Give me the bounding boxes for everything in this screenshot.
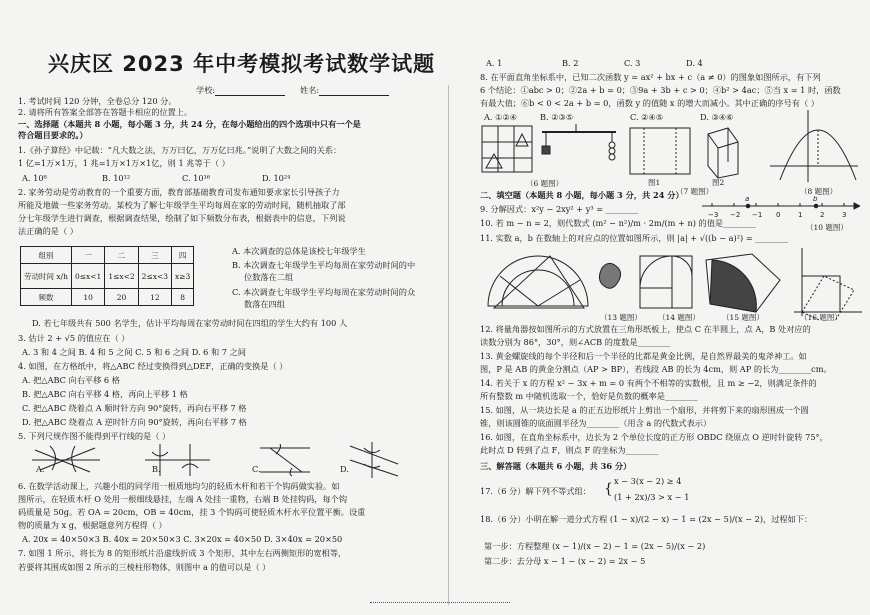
- q5-label-b: B.: [152, 464, 161, 474]
- q7-line-2: 若要将其围成如图 2 所示的三棱柱形物体，则图中 a 的值可以是（ ）: [18, 562, 271, 572]
- table-cell: 组别: [21, 247, 72, 264]
- table-row: [21, 247, 194, 264]
- note-1: 1. 考试时间 120 分钟，全卷总分 120 分。: [18, 96, 177, 106]
- note-2: 2. 请将所有答案全部答在答题卡相应的位置上。: [18, 107, 193, 117]
- fig8-caption: （8 题图）: [800, 187, 838, 196]
- tick-label: −1: [752, 211, 763, 219]
- tick-label: −3: [708, 211, 719, 219]
- q12-line-1: 12. 将量角器按如图所示的方式放置在三角形纸板上，使点 C 在半圆上，点 A，B 处对应的: [480, 324, 811, 334]
- table-cell: x≥3: [172, 264, 194, 289]
- q1-line-1: 1.《孙子算经》中记载：“凡大数之法，万万曰亿，万万亿曰兆。”说明了大数之间的关系：: [18, 145, 342, 155]
- q2-line-1: 2. 家务劳动是劳动教育的一个重要方面，教育部基础教育司发布通知要求家长引导孩子力: [18, 187, 340, 197]
- fig13-caption: （13 题图）: [600, 313, 642, 322]
- q5-label-c: C.: [252, 464, 261, 474]
- q4-option-d: D. 把△ABC 绕着点 A 逆时针方向 90°旋转，再向右平移 7 格: [22, 417, 247, 427]
- section-2-heading: 二、填空题（本题共 8 小题，每小题 3 分，共 24 分）: [480, 190, 684, 200]
- q16-line-1: 16. 如图，在直角坐标系中，边长为 2 个单位长度的正方形 OBDC 绕原点 O 逆时针旋转 75°，: [480, 432, 828, 442]
- fig10-caption: （10 题图）: [806, 223, 848, 232]
- q7-prism-figure: [628, 122, 750, 180]
- q12-line-2: 读数分别为 86°，30°，则∠ACB 的度数是________: [480, 337, 671, 347]
- q1-option-d: D. 10²⁴: [262, 173, 291, 183]
- table-cell: 劳动时间 x/h: [21, 264, 72, 289]
- fig14-caption: （14 题图）: [658, 313, 700, 322]
- fig7-label-2: 图2: [712, 178, 725, 187]
- q1-option-c: C. 10¹⁶: [182, 173, 211, 183]
- q5-label-d: D.: [340, 464, 349, 474]
- q16-line-2: 此时点 D 转到了点 F，则点 F 的坐标为________: [480, 445, 659, 455]
- tick-label: −2: [730, 211, 741, 219]
- table-cell: 1≤x<2: [105, 264, 138, 289]
- table-cell: 12: [138, 289, 171, 306]
- q2-line-3: 分七年级学生进行调查，根据调查结果，绘制了如下频数分布表，根据表中的信息，下列说: [18, 213, 346, 223]
- q15-line-1: 15. 如图，从一块边长是 a 的正五边形纸片上剪出一个扇形，并将剪下来的扇形围成一个圆: [480, 405, 809, 415]
- table-row: [21, 289, 194, 306]
- q17-stem: 17.（6 分）解下列不等式组：: [480, 486, 591, 496]
- q6-lever-figure: [480, 124, 620, 176]
- q17-ineq-1: x − 3(x − 2) ≥ 4: [614, 476, 682, 486]
- q2-option-d: D. 若七年级共有 500 名学生，估计平均每周在家劳动时间在四组的学生大约有 100 人: [32, 318, 348, 328]
- tick-label: 2: [820, 211, 825, 219]
- q4-option-a: A. 把△ABC 向右平移 6 格: [22, 375, 120, 385]
- q18-stem: 18.（6 分）小明在解一道分式方程 (1 − x)/(2 − x) − 1 = (2x − 5)/(x − 2)，过程如下：: [480, 514, 813, 524]
- q8-option-c: C. ②④⑤: [630, 112, 664, 122]
- q3-stem: 3. 估计 2 + √5 的值应在（ ）: [18, 333, 130, 343]
- q17-brace: {: [604, 481, 613, 497]
- q6-line-4: 物的质量为 x g，根据题意列方程得（ ）: [18, 520, 167, 530]
- q2-option-b: B. 本次调查七年级学生平均每周在家劳动时间的中: [232, 260, 416, 270]
- q11: 11. 实数 a，b 在数轴上的对应点的位置如图所示，则 |a| + √((b − a)²) = ________: [480, 233, 789, 243]
- q5-label-a: A.: [36, 464, 45, 474]
- q2-option-a: A. 本次调查的总体是该校七年级学生: [232, 246, 366, 256]
- table-cell: 四: [172, 247, 194, 264]
- q13-line-2: 图，P 是 AB 的黄金分割点（AP > BP），若线段 AB 的长为 4cm，则 AP 的长为________cm。: [480, 364, 832, 374]
- q5-stem: 5. 下列尺规作图不能得到平行线的是（ ）: [18, 431, 171, 441]
- table-cell: 三: [138, 247, 171, 264]
- q7-line-1: 7. 如图 1 所示，将长为 8 的矩形纸片沿虚线折成 3 个矩形，其中左右两侧矩形的宽相等，: [18, 548, 347, 558]
- q15-line-2: 锥，则该圆锥的底面圆半径为________（用含 a 的代数式表示）: [480, 418, 712, 428]
- q13-line-1: 13. 黄金螺旋线的每个半径和后一个半径的比都是黄金比例，是自然界最美的鬼斧神工。如: [480, 351, 807, 361]
- point-label-a: a: [745, 196, 750, 203]
- table-cell: 2≤x<3: [138, 264, 171, 289]
- q4-option-b: B. 把△ABC 向右平移 4 格，再向上平移 1 格: [22, 389, 188, 399]
- name-field[interactable]: 姓名:: [300, 85, 389, 96]
- q10-number-line: [700, 196, 860, 220]
- q4-stem: 4. 如图，在方格纸中，将△ABC 经过变换得到△DEF，正确的变换是（ ）: [18, 361, 288, 371]
- q2-option-c-cont: 数落在四组: [244, 299, 285, 309]
- q8-option-a: A. ①②④: [484, 112, 518, 122]
- q2-option-b-cont: 位数落在二组: [244, 272, 294, 282]
- fig6-caption: （6 题图）: [526, 179, 564, 188]
- q6-line-3: 码质量是 50g。若 OA = 20cm，OB = 40cm，挂 3 个钩码可使轻质木杆水平位置平衡。设重: [18, 507, 366, 517]
- exam-title: 兴庆区 2023 年中考模拟考试数学试题: [48, 52, 436, 76]
- section-1-heading-b: 符合题目要求的。）: [18, 130, 88, 140]
- q14-line-2: 所有整数 m 中随机选取一个，恰好是负数的概率是________: [480, 391, 698, 401]
- q8-line-3: 有最大值；⑥b < 0 < 2a + b = 0，函数 y 的值随 x 的增大而减小。其中正确的序号有（ ）: [480, 98, 819, 108]
- fig16-caption: （16 题图）: [800, 313, 842, 322]
- table-cell: 20: [105, 289, 138, 306]
- q18-step-2: 第二步：去分母 x − 1 − (x − 2) = 2x − 5: [484, 556, 646, 566]
- fig7-label-1: 图1: [648, 178, 661, 187]
- q8-parabola-figure: [770, 110, 860, 182]
- q2-option-c: C. 本次调查七年级学生平均每周在家劳动时间的众: [232, 287, 416, 297]
- tick-label: 1: [798, 211, 803, 219]
- q14-line-1: 14. 若关于 x 的方程 x² − 3x + m = 0 有两个不相等的实数根，且 m ≥ −2，则满足条件的: [480, 378, 817, 388]
- q1-option-a: A. 10⁸: [22, 173, 47, 183]
- table-cell: 0≤x<1: [71, 264, 104, 289]
- q12-16-figures: [480, 246, 865, 320]
- q2-line-4: 法正确的是（ ）: [18, 226, 78, 236]
- section-3-heading: 三、解答题（本题共 6 小题，共 36 分）: [480, 461, 632, 471]
- table-row: [21, 264, 194, 289]
- fig15-caption: （15 题图）: [722, 313, 764, 322]
- table-cell: 一: [71, 247, 104, 264]
- point-label-b: b: [813, 196, 818, 203]
- q8-option-d: D. ③④⑥: [700, 112, 734, 122]
- footer-divider: [370, 602, 510, 613]
- q6-line-2: 图所示，在轻质木杆 O 处用一根细线悬挂，左端 A 处挂一重物，右端 B 处挂钩码，每个钩: [18, 494, 348, 504]
- fig7-caption: （7 题图）: [676, 187, 714, 196]
- table-cell: 频数: [21, 289, 72, 306]
- q17-ineq-2: (1 + 2x)/3 > x − 1: [614, 492, 690, 502]
- q10: 10. 若 m − n = 2，则代数式 (m² − n²)/m · 2m/(m + n) 的值是________: [480, 218, 756, 228]
- q4-option-c: C. 把△ABC 绕着点 A 顺时针方向 90°旋转，再向右平移 7 格: [22, 403, 247, 413]
- q2-line-2: 所能及地做一些家务劳动。某校为了解七年级学生平均每周在家的劳动时间，随机抽取了部: [18, 200, 346, 210]
- q3-options: A. 3 和 4 之间 B. 4 和 5 之间 C. 5 和 6 之间 D. 6 和 7 之间: [22, 347, 246, 357]
- frequency-table: [20, 246, 194, 306]
- q8-line-2: 6 个结论：①abc > 0；②2a + b = 0；③9a + 3b + c > 0；④b² > 4ac；⑤当 x = 1 时，函数: [480, 85, 841, 95]
- section-1-heading: 一、选择题（本题共 8 小题，每小题 3 分，共 24 分，在每小题给出的四个选项中只有一个是: [18, 119, 361, 129]
- q7-option-a: A. 1: [486, 58, 503, 68]
- q18-step-1: 第一步：方程整理 (x − 1)/(x − 2) − 1 = (2x − 5)/(x − 2): [484, 541, 706, 551]
- q1-option-b: B. 10¹²: [102, 173, 131, 183]
- q8-line-1: 8. 在平面直角坐标系中，已知二次函数 y = ax² + bx + c（a ≠ 0）的图象如图所示，有下列: [480, 72, 821, 82]
- table-cell: 二: [105, 247, 138, 264]
- column-divider: [448, 85, 449, 605]
- q9: 9. 分解因式：x²y − 2xy² + y³ = ________: [480, 204, 639, 214]
- q8-option-b: B. ②③⑤: [540, 112, 574, 122]
- q7-option-d: D. 4: [686, 58, 703, 68]
- q5-construction-figures: [30, 442, 430, 478]
- school-field[interactable]: 学校:: [196, 85, 285, 96]
- table-cell: 8: [172, 289, 194, 306]
- q6-options: A. 20x = 40×50×3 B. 40x = 20×50×3 C. 3×20x = 40×50 D. 3×40x = 20×50: [22, 534, 343, 544]
- tick-label: 0: [776, 211, 781, 219]
- tick-label: 3: [842, 211, 847, 219]
- q6-line-1: 6. 在数学活动课上，兴趣小组的同学用一根质地均匀的轻质木杆和若干个钩码做实验。如: [18, 481, 340, 491]
- q7-option-c: C. 3: [624, 58, 641, 68]
- table-cell: 10: [71, 289, 104, 306]
- q1-line-2: 1 亿=1万×1万，1 兆=1万×1万×1亿，则 1 兆等于（ ）: [18, 158, 230, 168]
- q7-option-b: B. 2: [562, 58, 579, 68]
